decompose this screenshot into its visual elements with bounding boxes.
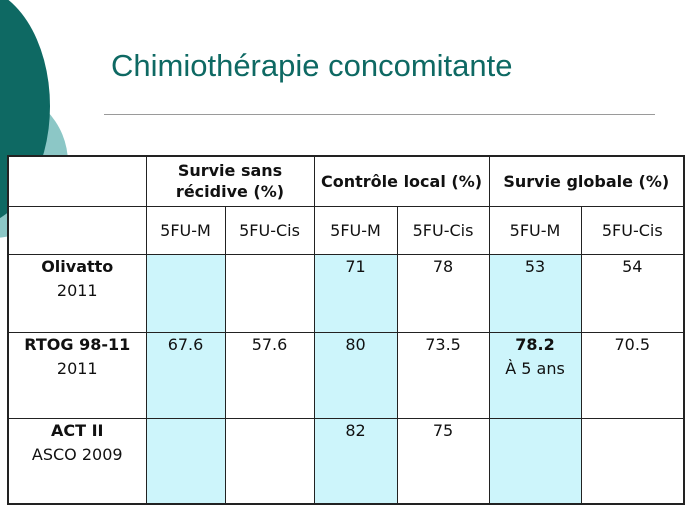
header-controle-local: Contrôle local (%) [314, 156, 489, 206]
table-cell: 57.6 [225, 332, 314, 418]
row-label [8, 418, 146, 504]
table-cell: 70.5 [581, 332, 684, 418]
table-subheader-row [8, 206, 684, 254]
table-cell: 82 [314, 418, 397, 504]
cell-value: 78.2 [515, 334, 555, 354]
subheader-cell: 5FU-Cis [225, 206, 314, 254]
subheader-cell: 5FU-Cis [397, 206, 489, 254]
subheader-cell: 5FU-M [146, 206, 225, 254]
title-divider [104, 114, 655, 115]
study-year: ASCO 2009 [31, 444, 123, 464]
subheader-cell: 5FU-Cis [581, 206, 684, 254]
table-cell [581, 418, 684, 504]
table-cell: 73.5 [397, 332, 489, 418]
cell-note: À 5 ans [505, 358, 565, 378]
table-header-row [8, 156, 684, 206]
study-year: 2011 [56, 358, 98, 378]
table-cell [489, 418, 581, 504]
table-cell [146, 254, 225, 332]
row-label [8, 332, 146, 418]
table-row [8, 418, 684, 504]
study-year: 2011 [56, 280, 98, 300]
subheader-cell: 5FU-M [489, 206, 581, 254]
table-cell: 53 [489, 254, 581, 332]
table-cell: 78 [397, 254, 489, 332]
results-table [7, 155, 685, 505]
subheader-cell: 5FU-M [314, 206, 397, 254]
slide-title: Chimiothérapie concomitante [111, 48, 513, 83]
header-survie-sans-recidive: Survie sans récidive (%) [146, 156, 314, 206]
corner-cell [8, 156, 146, 206]
corner-cell-2 [8, 206, 146, 254]
study-name: ACT II [50, 420, 104, 440]
study-name: RTOG 98-11 [24, 334, 131, 354]
table-cell [146, 418, 225, 504]
table-cell: 80 [314, 332, 397, 418]
table-cell-with-note [489, 332, 581, 418]
table-row [8, 254, 684, 332]
table-cell: 71 [314, 254, 397, 332]
table-cell [225, 418, 314, 504]
table-cell [225, 254, 314, 332]
table-cell: 67.6 [146, 332, 225, 418]
header-survie-globale: Survie globale (%) [489, 156, 684, 206]
table-row [8, 332, 684, 418]
table-cell: 54 [581, 254, 684, 332]
row-label [8, 254, 146, 332]
study-name: Olivatto [41, 256, 114, 276]
table-cell: 75 [397, 418, 489, 504]
